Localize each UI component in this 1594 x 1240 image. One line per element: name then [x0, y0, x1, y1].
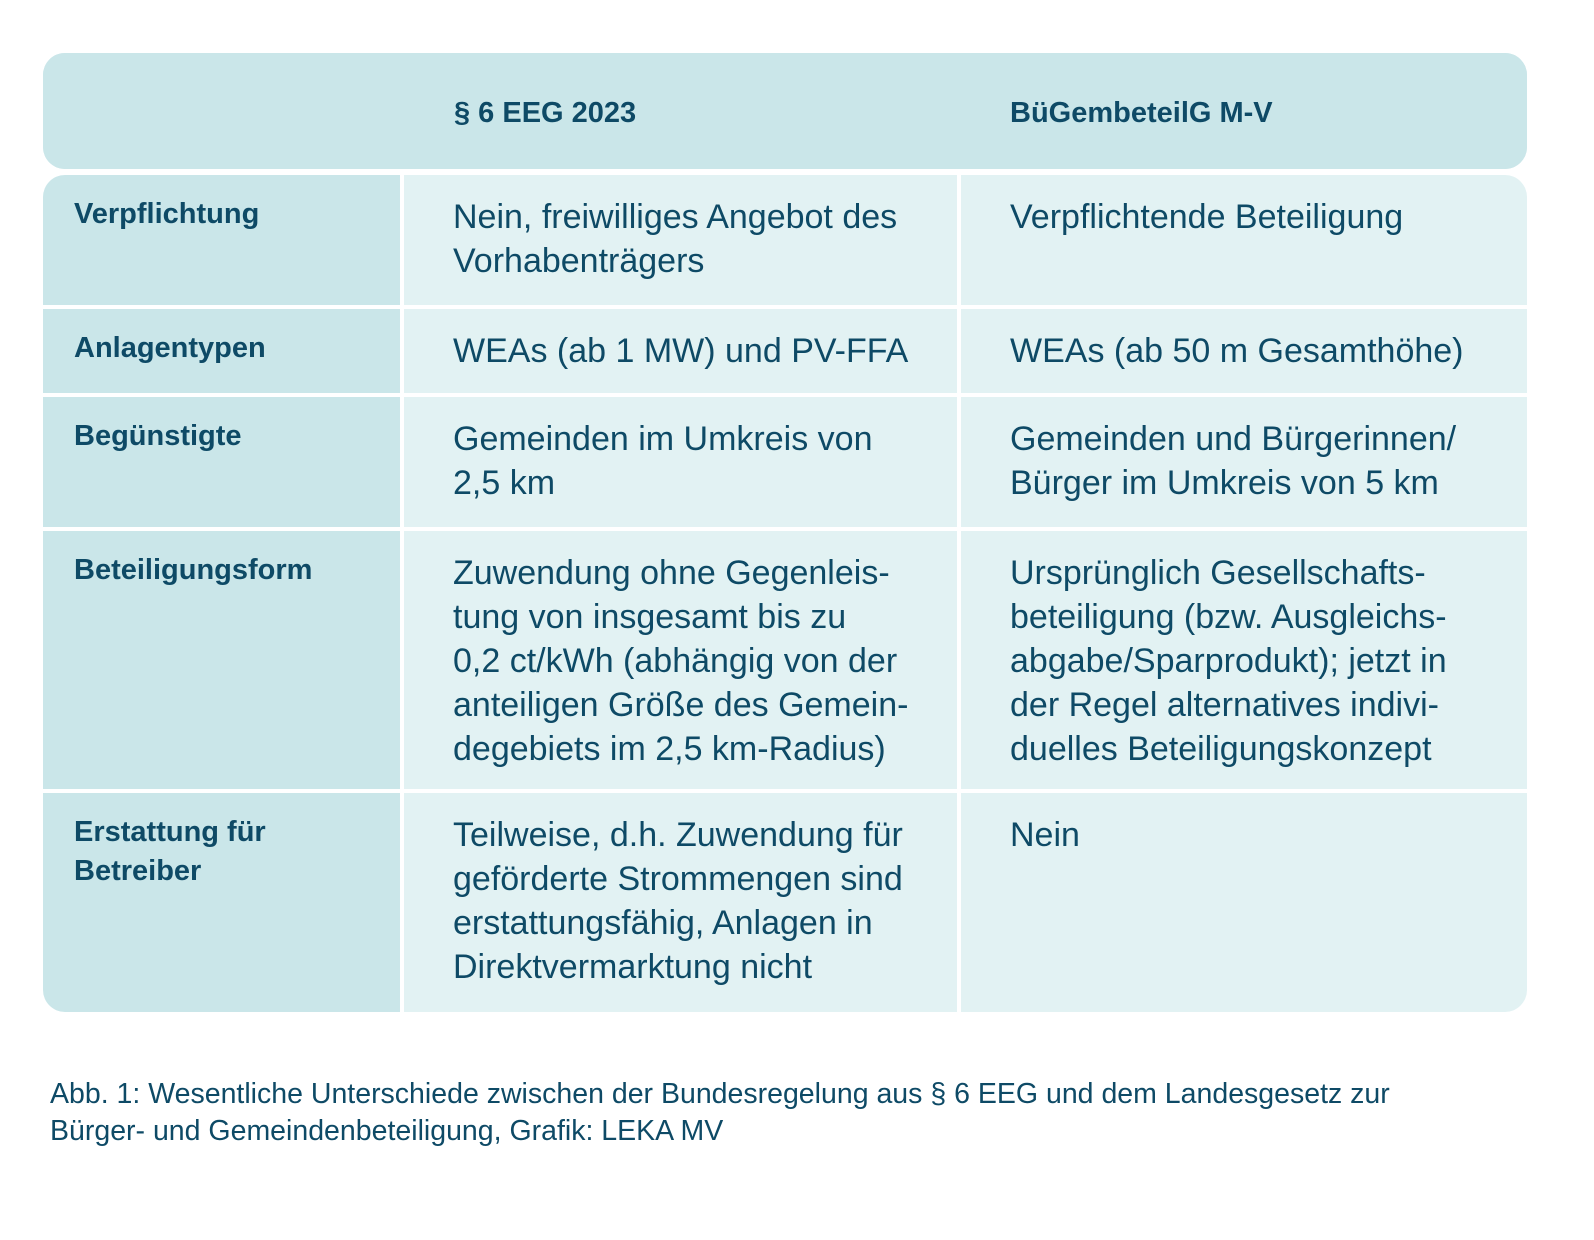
- eeg-value: Zuwendung ohne Gegenleis- tung von insgesamt bis zu 0,2 ct/kWh (abhängig von der anteiligen Größe des Gemein- degebiets im 2,5 km-Radius): [453, 554, 909, 768]
- eeg-value: Teilweise, d.h. Zuwendung für geförderte Strommengen sind erstattungsfähig, Anlagen in Direktvermarktung nicht: [453, 816, 903, 986]
- header-cell-eeg: [404, 53, 957, 169]
- table-row-anlagentypen: [43, 309, 1527, 393]
- figure-caption: Abb. 1: Wesentliche Unterschiede zwischen der Bundesregelung aus § 6 EEG und dem Landesgesetz zur Bürger- und Gemeindenbeteiligung, Grafik: LEKA MV: [50, 1078, 1390, 1147]
- table-body: [43, 175, 1527, 1012]
- table-row-verpflichtung: [43, 175, 1527, 305]
- eeg-value: Nein, freiwilliges Angebot des Vorhabenträgers: [453, 198, 898, 280]
- header-mv-label: BüGembeteilG M-V: [1010, 97, 1273, 129]
- comparison-table: [43, 53, 1527, 1012]
- table-row-beteiligungsform: [43, 531, 1527, 789]
- table-row-beguenstigte: [43, 397, 1527, 527]
- mv-value: Gemeinden und Bürgerinnen/ Bürger im Umkreis von 5 km: [1010, 420, 1457, 502]
- row-label: Begünstigte: [74, 420, 242, 452]
- eeg-value: Gemeinden im Umkreis von 2,5 km: [453, 420, 873, 502]
- mv-value: Ursprünglich Gesellschafts- beteiligung (bzw. Ausgleichs- abgabe/Sparprodukt); jetzt in der Regel alternatives indivi- duelles Beteiligungskonzept: [1010, 554, 1447, 768]
- mv-value: Verpflichtende Beteiligung: [1010, 198, 1404, 236]
- header-empty-cell: [43, 53, 400, 169]
- row-label: Anlagentypen: [74, 332, 266, 364]
- mv-value: WEAs (ab 50 m Gesamthöhe): [1010, 332, 1464, 370]
- row-label: Erstattung für Betreiber: [74, 816, 266, 887]
- row-label: Beteiligungsform: [74, 554, 313, 586]
- table-header: [43, 53, 1527, 169]
- eeg-value: WEAs (ab 1 MW) und PV-FFA: [453, 332, 909, 370]
- header-eeg-label: § 6 EEG 2023: [454, 97, 637, 129]
- mv-value: Nein: [1010, 816, 1080, 854]
- header-cell-mv: [961, 53, 1527, 169]
- row-label: Verpflichtung: [74, 198, 260, 230]
- table-row-erstattung: [43, 793, 1527, 1012]
